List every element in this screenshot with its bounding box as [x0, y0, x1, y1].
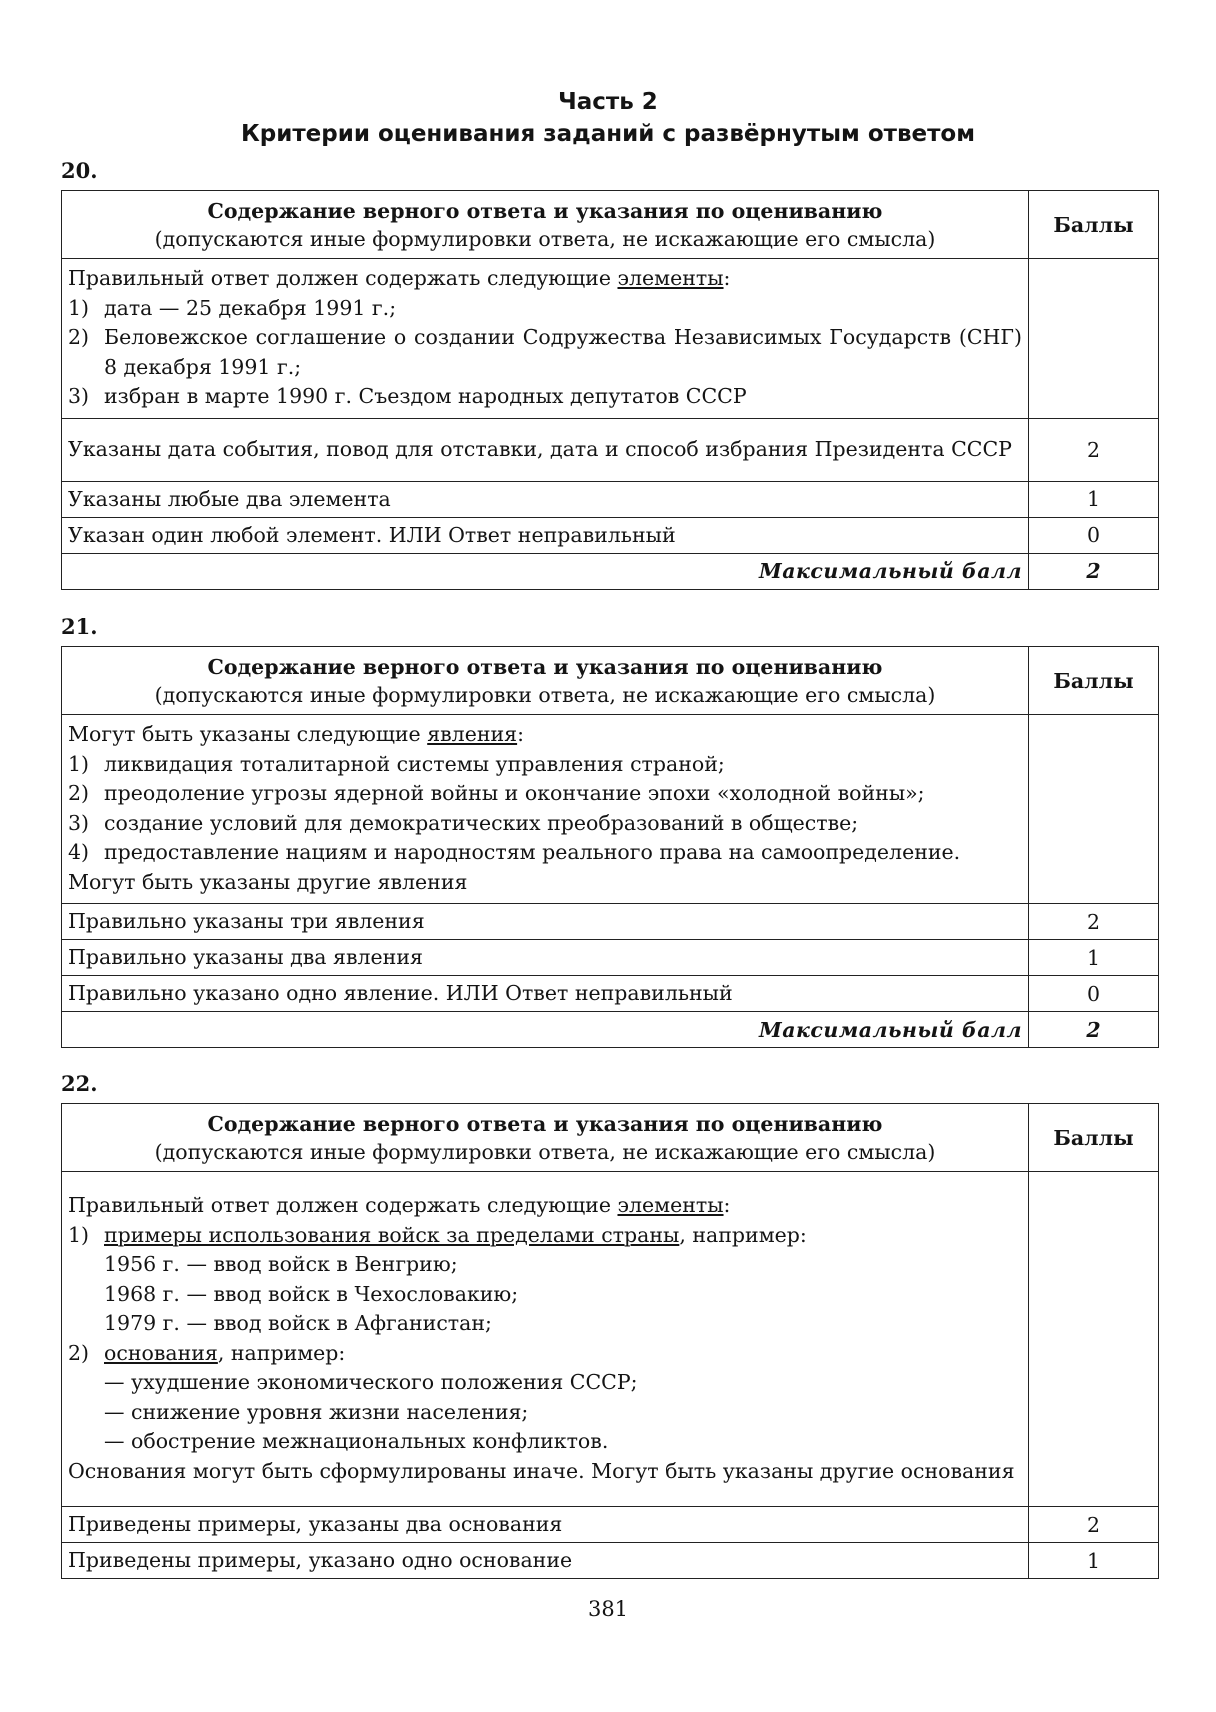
max-score-row	[62, 553, 1159, 589]
table-header	[62, 647, 1159, 715]
intro-text: Правильный ответ должен содержать следующие	[68, 266, 618, 290]
criterion-points: 0	[1029, 976, 1159, 1012]
task-number: 20.	[61, 158, 98, 183]
item-number: 2)	[68, 325, 90, 349]
content-header	[62, 1104, 1029, 1172]
criterion-points: 1	[1029, 940, 1159, 976]
intro-key: явления	[427, 722, 518, 746]
score-header: Баллы	[1029, 647, 1159, 715]
part-title: Часть 2	[558, 89, 658, 115]
criteria-table-22	[61, 1103, 1159, 1579]
item-key: примеры использования войск за пределами страны	[104, 1222, 680, 1247]
list-item	[68, 750, 1022, 780]
intro-key: элементы	[617, 1193, 724, 1217]
empty-cell	[1029, 259, 1159, 419]
item-number: 4)	[68, 840, 90, 864]
task-number: 22.	[61, 1071, 98, 1096]
criteria-table-20	[61, 190, 1159, 590]
list-item	[68, 382, 1022, 412]
list-item	[68, 779, 1022, 809]
criterion-points: 1	[1029, 1543, 1159, 1579]
task-number: 21.	[61, 614, 98, 639]
list-item	[68, 294, 1022, 324]
criterion-points: 2	[1029, 418, 1159, 481]
empty-cell	[1029, 715, 1159, 904]
empty-cell	[1029, 1172, 1159, 1507]
criterion-points: 0	[1029, 517, 1159, 553]
answer-content-row	[62, 259, 1159, 419]
criterion-text: Правильно указаны три явления	[62, 904, 1029, 940]
content-header-note: (допускаются иные формулировки ответа, не искажающие его смысла)	[154, 1139, 936, 1164]
score-row	[62, 481, 1159, 517]
sub-item: — снижение уровня жизни населения;	[104, 1399, 529, 1424]
score-row	[62, 976, 1159, 1012]
item-number: 3)	[68, 810, 90, 835]
part-heading	[0, 86, 1216, 150]
answer-outro: Могут быть указаны другие явления	[68, 869, 468, 894]
score-header: Баллы	[1029, 1104, 1159, 1172]
sub-item: 1956 г. — ввод войск в Венгрию;	[104, 1252, 458, 1276]
sub-item: 1968 г. — ввод войск в Чехословакию;	[104, 1281, 519, 1306]
content-header-title: Содержание верного ответа и указания по оцениванию	[207, 1111, 883, 1136]
list-item	[68, 323, 1022, 382]
criterion-text: Указаны любые два элемента	[62, 481, 1029, 517]
criteria-table-21	[61, 646, 1159, 1048]
item-text: ликвидация тоталитарной системы управления страной;	[104, 751, 725, 776]
item-text: дата — 25 декабря 1991 г.;	[104, 295, 397, 320]
score-row	[62, 904, 1159, 940]
item-text: преодоление угрозы ядерной войны и окончание эпохи «холодной войны»;	[104, 781, 925, 805]
answer-content	[62, 1172, 1029, 1507]
table-header	[62, 191, 1159, 259]
sub-item: — обострение межнациональных конфликтов.	[104, 1429, 609, 1453]
answer-content-row	[62, 1172, 1159, 1507]
item-text: Беловежское соглашение о создании Содружества Независимых Государств (СНГ) 8 декабря 1991 г.;	[104, 325, 1022, 379]
item-number: 2)	[68, 781, 90, 805]
criterion-text: Правильно указаны два явления	[62, 940, 1029, 976]
answer-intro	[68, 720, 1022, 750]
criterion-text: Указаны дата события, повод для отставки, дата и способ избрания Президента СССР	[62, 418, 1029, 481]
intro-colon: :	[723, 266, 731, 290]
item-text: предоставление нациям и народностям реального права на самоопределение.	[104, 840, 961, 864]
item-text	[104, 1221, 1022, 1251]
item-text: создание условий для демократических преобразований в обществе;	[104, 810, 859, 835]
score-header: Баллы	[1029, 191, 1159, 259]
criterion-text: Приведены примеры, указано одно основание	[62, 1543, 1029, 1579]
list-item	[68, 1221, 1022, 1251]
criterion-points: 2	[1029, 1507, 1159, 1543]
criterion-text: Указан один любой элемент. ИЛИ Ответ неправильный	[62, 517, 1029, 553]
content-header	[62, 647, 1029, 715]
item-number: 1)	[68, 1222, 90, 1247]
item-text: избран в марте 1990 г. Съездом народных депутатов СССР	[104, 384, 747, 408]
max-score-label: Максимальный балл	[62, 553, 1029, 589]
answer-outro: Основания могут быть сформулированы иначе. Могут быть указаны другие основания	[68, 1458, 1015, 1483]
score-row	[62, 418, 1159, 481]
intro-text: Могут быть указаны следующие	[68, 722, 428, 746]
item-key: основания	[104, 1340, 218, 1365]
sub-item: — ухудшение экономического положения СССР;	[104, 1370, 638, 1394]
answer-intro	[68, 1191, 1022, 1221]
criterion-text: Правильно указано одно явление. ИЛИ Ответ неправильный	[62, 976, 1029, 1012]
criterion-points: 2	[1029, 904, 1159, 940]
item-after: , например:	[679, 1222, 807, 1247]
table-header	[62, 1104, 1159, 1172]
answer-content-row	[62, 715, 1159, 904]
list-item	[68, 809, 1022, 839]
intro-colon: :	[517, 722, 525, 746]
score-row	[62, 1507, 1159, 1543]
intro-key: элементы	[617, 266, 724, 290]
item-after: , например:	[217, 1340, 346, 1365]
max-score-value: 2	[1029, 1012, 1159, 1048]
item-text	[104, 1339, 1022, 1369]
content-header-title: Содержание верного ответа и указания по оцениванию	[207, 198, 883, 223]
page-number: 381	[587, 1597, 629, 1621]
score-row	[62, 517, 1159, 553]
score-row	[62, 1543, 1159, 1579]
intro-colon: :	[723, 1193, 731, 1217]
sub-item: 1979 г. — ввод войск в Афганистан;	[104, 1311, 492, 1335]
criterion-points: 1	[1029, 481, 1159, 517]
list-item	[68, 838, 1022, 868]
answer-intro	[68, 264, 1022, 294]
answer-content	[62, 259, 1029, 419]
intro-text: Правильный ответ должен содержать следующие	[68, 1193, 618, 1217]
item-number: 1)	[68, 751, 90, 776]
max-score-value: 2	[1029, 553, 1159, 589]
part-subtitle: Критерии оценивания заданий с развёрнутым ответом	[240, 121, 976, 147]
content-header-title: Содержание верного ответа и указания по оцениванию	[207, 654, 883, 679]
content-header-note: (допускаются иные формулировки ответа, не искажающие его смысла)	[154, 682, 936, 707]
item-number: 1)	[68, 295, 90, 320]
criterion-text: Приведены примеры, указаны два основания	[62, 1507, 1029, 1543]
content-header	[62, 191, 1029, 259]
item-number: 3)	[68, 384, 90, 408]
answer-content	[62, 715, 1029, 904]
max-score-row	[62, 1012, 1159, 1048]
list-item	[68, 1339, 1022, 1369]
max-score-label: Максимальный балл	[62, 1012, 1029, 1048]
item-number: 2)	[68, 1340, 90, 1365]
score-row	[62, 940, 1159, 976]
content-header-note: (допускаются иные формулировки ответа, не искажающие его смысла)	[154, 226, 936, 251]
